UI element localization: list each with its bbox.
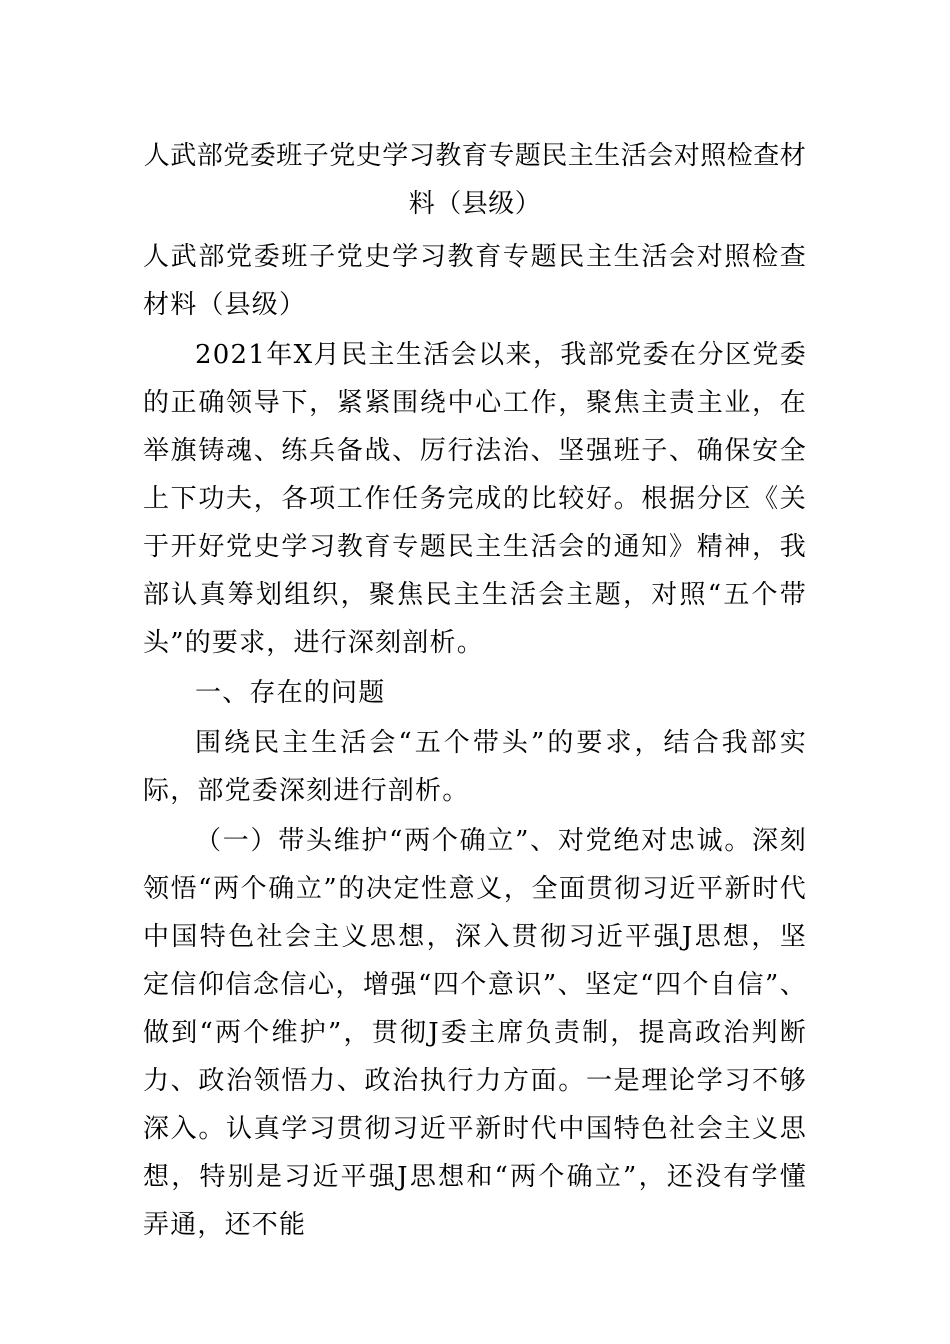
paragraph-intro: 2021年X月民主生活会以来，我部党委在分区党委的正确领导下，紧紧围绕中心工作，聚焦主责主业，在举旗铸魂、练兵备战、厉行法治、坚强班子、确保安全上下功夫，各项工作任务完成的比较好。根据分区《关于开好党史学习教育专题民主生活会的通知》精神，我部认真筹划组织，聚焦民主生活会主题，对照“五个带头”的要求，进行深刻剖析。 xyxy=(143,340,807,658)
document-title: 人武部党委班子党史学习教育专题民主生活会对照检查材料（县级） xyxy=(143,141,807,219)
document-body xyxy=(143,233,807,1251)
document-subtitle: 人武部党委班子党史学习教育专题民主生活会对照检查材料（县级） xyxy=(143,242,807,320)
paragraph-item-one: （一）带头维护“两个确立”、对党绝对忠诚。深刻领悟“两个确立”的决定性意义，全面贯彻习近平新时代中国特色社会主义思想，深入贯彻习近平强J思想，坚定信仰信念信心，增强“四个意识”、坚定“四个自信”、做到“两个维护”，贯彻J委主席负责制，提高政治判断力、政治领悟力、政治执行力方面。一是理论学习不够深入。认真学习贯彻习近平新时代中国特色社会主义思想，特别是习近平强J思想和“两个确立”，还没有学懂弄通，还不能 xyxy=(143,826,807,1240)
section-heading-problems: 一、存在的问题 xyxy=(195,678,386,708)
paragraph-analysis: 围绕民主生活会“五个带头”的要求，结合我部实际，部党委深刻进行剖析。 xyxy=(143,728,807,806)
